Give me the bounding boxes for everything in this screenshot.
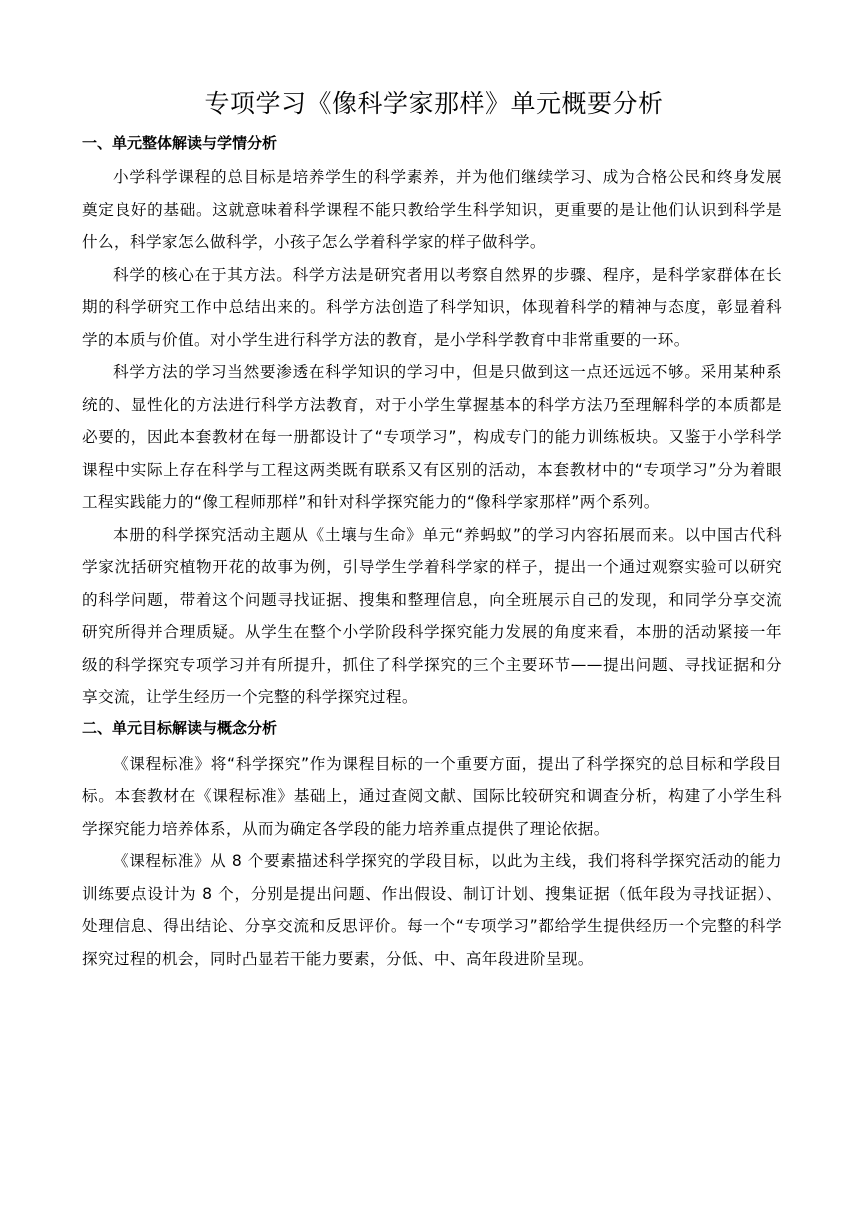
document-page — [82, 84, 782, 975]
paragraph: 《课程标准》从 8 个要素描述科学探究的学段目标，以此为主线，我们将科学探究活动的能力训练要点设计为 8 个，分别是提出问题、作出假设、制订计划、搜集证据（低年段为寻找证据）、处理信息、得出结论、分享交流和反思评价。每一个“专项学习”都给学生提供经历一个完整的科学探究过程的机会，同时凸显若干能力要素，分低、中、高年段进阶呈现。 — [82, 852, 782, 968]
paragraph: 科学方法的学习当然要渗透在科学知识的学习中，但是只做到这一点还远远不够。采用某种系统的、显性化的方法进行科学方法教育，对于小学生掌握基本的科学方法乃至理解科学的本质都是必要的，因此本套教材在每一册都设计了“专项学习”，构成专门的能力训练板块。又鉴于小学科学课程中实际上存在科学与工程这两类既有联系又有区别的活动，本套教材中的“专项学习”分为着眼工程实践能力的“像工程师那样”和针对科学探究能力的“像科学家那样”两个系列。 — [82, 363, 782, 511]
section-heading: 一、单元整体解读与学情分析 — [82, 134, 278, 152]
section-heading: 二、单元目标解读与概念分析 — [82, 718, 278, 737]
document-title: 专项学习《像科学家那样》单元概要分析 — [204, 89, 664, 118]
section-overall-analysis — [82, 131, 782, 714]
paragraph: 本册的科学探究活动主题从《土壤与生命》单元“养蚂蚁”的学习内容拓展而来。以中国古代科学家沈括研究植物开花的故事为例，引导学生学着科学家的样子，提出一个通过观察实验可以研究的科学问题，带着这个问题寻找证据、搜集和整理信息，向全班展示自己的发现，和同学分享交流研究所得并合理质疑。从学生在整个小学阶段科学探究能力发展的角度来看，本册的活动紧接一年级的科学探究专项学习并有所提升，抓住了科学探究的三个主要环节——提出问题、寻找证据和分享交流，让学生经历一个完整的科学探究过程。 — [82, 525, 782, 706]
paragraph: 《课程标准》将“科学探究”作为课程目标的一个重要方面，提出了科学探究的总目标和学段目标。本套教材在《课程标准》基础上，通过查阅文献、国际比较研究和调查分析，构建了小学生科学探究能力培养体系，从而为确定各学段的能力培养重点提供了理论依据。 — [82, 754, 782, 838]
section-goal-analysis — [82, 716, 782, 976]
paragraph: 科学的核心在于其方法。科学方法是研究者用以考察自然界的步骤、程序，是科学家群体在长期的科学研究工作中总结出来的。科学方法创造了科学知识，体现着科学的精神与态度，彰显着科学的本质与价值。对小学生进行科学方法的教育，是小学科学教育中非常重要的一环。 — [82, 265, 782, 349]
paragraph: 小学科学课程的总目标是培养学生的科学素养，并为他们继续学习、成为合格公民和终身发展奠定良好的基础。这就意味着科学课程不能只教给学生科学知识，更重要的是让他们认识到科学是什么，科学家怎么做科学，小孩子怎么学着科学家的样子做科学。 — [82, 168, 782, 251]
